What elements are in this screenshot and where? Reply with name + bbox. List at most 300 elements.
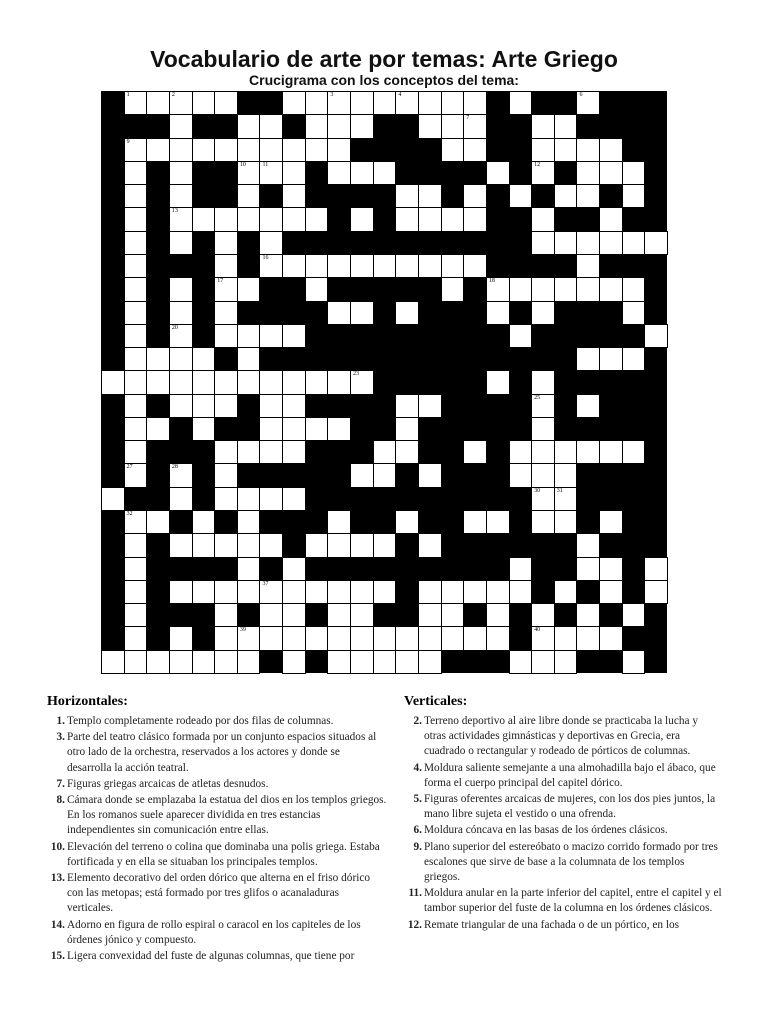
grid-cell[interactable] [237,487,261,511]
grid-cell[interactable] [554,277,578,301]
grid-cell[interactable] [373,580,397,604]
grid-cell[interactable] [237,207,261,231]
grid-cell[interactable] [282,603,306,627]
grid-cell[interactable] [644,324,668,348]
grid-cell[interactable] [327,417,351,441]
grid-cell[interactable] [554,650,578,674]
grid-cell[interactable] [259,487,283,511]
grid-cell[interactable] [576,347,600,371]
grid-cell[interactable] [463,91,487,115]
grid-cell[interactable] [282,161,306,185]
grid-cell[interactable] [531,231,555,255]
grid-cell[interactable] [237,440,261,464]
grid-cell[interactable] [237,184,261,208]
grid-cell[interactable] [509,277,533,301]
grid-cell[interactable] [169,161,193,185]
grid-cell[interactable] [554,184,578,208]
grid-cell[interactable] [214,138,238,162]
grid-cell[interactable] [622,231,646,255]
grid-cell[interactable] [418,91,442,115]
grid-cell[interactable] [531,650,555,674]
grid-cell[interactable] [305,580,329,604]
grid-cell[interactable] [395,626,419,650]
grid-cell[interactable] [169,324,193,348]
grid-cell[interactable] [463,510,487,534]
grid-cell[interactable] [237,626,261,650]
grid-cell[interactable] [350,626,374,650]
grid-cell[interactable] [259,138,283,162]
grid-cell[interactable] [214,231,238,255]
grid-cell[interactable] [305,277,329,301]
grid-cell[interactable] [418,603,442,627]
grid-cell[interactable] [214,603,238,627]
grid-cell[interactable] [259,417,283,441]
grid-cell[interactable] [418,184,442,208]
grid-cell[interactable] [486,603,510,627]
grid-cell[interactable] [463,254,487,278]
grid-cell[interactable] [463,626,487,650]
grid-cell[interactable] [418,650,442,674]
grid-cell[interactable] [214,370,238,394]
grid-cell[interactable] [192,417,216,441]
grid-cell[interactable] [124,650,148,674]
grid-cell[interactable] [282,394,306,418]
grid-cell[interactable] [622,184,646,208]
grid-cell[interactable] [146,510,170,534]
grid-cell[interactable] [509,91,533,115]
grid-cell[interactable] [350,463,374,487]
grid-cell[interactable] [124,440,148,464]
grid-cell[interactable] [576,557,600,581]
grid-cell[interactable] [622,277,646,301]
grid-cell[interactable] [146,91,170,115]
grid-cell[interactable] [486,510,510,534]
grid-cell[interactable] [531,510,555,534]
grid-cell[interactable] [124,557,148,581]
grid-cell[interactable] [395,301,419,325]
grid-cell[interactable] [531,463,555,487]
grid-cell[interactable] [305,91,329,115]
grid-cell[interactable] [282,650,306,674]
grid-cell[interactable] [124,533,148,557]
grid-cell[interactable] [124,254,148,278]
grid-cell[interactable] [395,650,419,674]
grid-cell[interactable] [282,138,306,162]
grid-cell[interactable] [576,161,600,185]
grid-cell[interactable] [395,440,419,464]
grid-cell[interactable] [282,487,306,511]
grid-cell[interactable] [146,650,170,674]
grid-cell[interactable] [350,91,374,115]
grid-cell[interactable] [463,184,487,208]
grid-cell[interactable] [237,114,261,138]
grid-cell[interactable] [509,650,533,674]
grid-cell[interactable] [327,138,351,162]
grid-cell[interactable] [327,580,351,604]
grid-cell[interactable] [599,510,623,534]
grid-cell[interactable] [599,580,623,604]
grid-cell[interactable] [441,138,465,162]
grid-cell[interactable] [237,277,261,301]
grid-cell[interactable] [305,417,329,441]
grid-cell[interactable] [214,277,238,301]
grid-cell[interactable] [237,324,261,348]
grid-cell[interactable] [124,463,148,487]
grid-cell[interactable] [169,91,193,115]
grid-cell[interactable] [509,324,533,348]
grid-cell[interactable] [124,138,148,162]
grid-cell[interactable] [214,487,238,511]
grid-cell[interactable] [169,533,193,557]
grid-cell[interactable] [169,650,193,674]
grid-cell[interactable] [531,626,555,650]
grid-cell[interactable] [259,231,283,255]
grid-cell[interactable] [441,114,465,138]
grid-cell[interactable] [305,626,329,650]
grid-cell[interactable] [124,580,148,604]
grid-cell[interactable] [192,394,216,418]
grid-cell[interactable] [554,114,578,138]
grid-cell[interactable] [441,626,465,650]
grid-cell[interactable] [576,533,600,557]
grid-cell[interactable] [259,440,283,464]
grid-cell[interactable] [395,207,419,231]
grid-cell[interactable] [509,463,533,487]
grid-cell[interactable] [350,207,374,231]
grid-cell[interactable] [554,487,578,511]
grid-cell[interactable] [169,487,193,511]
grid-cell[interactable] [214,533,238,557]
grid-cell[interactable] [259,603,283,627]
grid-cell[interactable] [350,533,374,557]
grid-cell[interactable] [192,207,216,231]
grid-cell[interactable] [169,138,193,162]
grid-cell[interactable] [441,277,465,301]
grid-cell[interactable] [169,394,193,418]
grid-cell[interactable] [124,394,148,418]
grid-cell[interactable] [395,510,419,534]
grid-cell[interactable] [124,231,148,255]
grid-cell[interactable] [486,580,510,604]
grid-cell[interactable] [101,650,125,674]
grid-cell[interactable] [622,650,646,674]
grid-cell[interactable] [237,138,261,162]
grid-cell[interactable] [146,347,170,371]
grid-cell[interactable] [169,626,193,650]
grid-cell[interactable] [644,231,668,255]
grid-cell[interactable] [373,650,397,674]
grid-cell[interactable] [531,603,555,627]
grid-cell[interactable] [214,91,238,115]
grid-cell[interactable] [327,301,351,325]
grid-cell[interactable] [622,347,646,371]
grid-cell[interactable] [644,580,668,604]
grid-cell[interactable] [259,254,283,278]
grid-cell[interactable] [214,301,238,325]
grid-cell[interactable] [350,301,374,325]
grid-cell[interactable] [305,114,329,138]
grid-cell[interactable] [305,207,329,231]
grid-cell[interactable] [327,510,351,534]
grid-cell[interactable] [259,394,283,418]
grid-cell[interactable] [169,207,193,231]
grid-cell[interactable] [259,370,283,394]
grid-cell[interactable] [622,440,646,464]
grid-cell[interactable] [214,324,238,348]
grid-cell[interactable] [124,161,148,185]
grid-cell[interactable] [554,463,578,487]
grid-cell[interactable] [169,347,193,371]
grid-cell[interactable] [531,207,555,231]
grid-cell[interactable] [259,207,283,231]
grid-cell[interactable] [486,626,510,650]
grid-cell[interactable] [124,91,148,115]
grid-cell[interactable] [350,580,374,604]
grid-cell[interactable] [124,417,148,441]
grid-cell[interactable] [169,463,193,487]
grid-cell[interactable] [418,626,442,650]
grid-cell[interactable] [327,254,351,278]
grid-cell[interactable] [101,370,125,394]
grid-cell[interactable] [599,161,623,185]
grid-cell[interactable] [192,370,216,394]
grid-cell[interactable] [305,533,329,557]
grid-cell[interactable] [259,324,283,348]
grid-cell[interactable] [395,394,419,418]
grid-cell[interactable] [237,370,261,394]
grid-cell[interactable] [599,138,623,162]
grid-cell[interactable] [237,580,261,604]
grid-cell[interactable] [554,138,578,162]
grid-cell[interactable] [192,347,216,371]
grid-cell[interactable] [599,440,623,464]
grid-cell[interactable] [418,207,442,231]
grid-cell[interactable] [214,394,238,418]
grid-cell[interactable] [146,138,170,162]
grid-cell[interactable] [237,510,261,534]
grid-cell[interactable] [327,533,351,557]
grid-cell[interactable] [531,370,555,394]
grid-cell[interactable] [124,184,148,208]
grid-cell[interactable] [418,580,442,604]
grid-cell[interactable] [282,254,306,278]
grid-cell[interactable] [282,580,306,604]
grid-cell[interactable] [373,161,397,185]
grid-cell[interactable] [373,533,397,557]
grid-cell[interactable] [124,301,148,325]
grid-cell[interactable] [237,557,261,581]
grid-cell[interactable] [463,138,487,162]
grid-cell[interactable] [599,231,623,255]
grid-cell[interactable] [124,510,148,534]
grid-cell[interactable] [395,91,419,115]
grid-cell[interactable] [350,370,374,394]
grid-cell[interactable] [192,580,216,604]
grid-cell[interactable] [214,440,238,464]
grid-cell[interactable] [237,650,261,674]
grid-cell[interactable] [237,347,261,371]
grid-cell[interactable] [576,394,600,418]
grid-cell[interactable] [282,417,306,441]
grid-cell[interactable] [373,440,397,464]
grid-cell[interactable] [259,114,283,138]
grid-cell[interactable] [554,440,578,464]
grid-cell[interactable] [622,603,646,627]
grid-cell[interactable] [327,626,351,650]
grid-cell[interactable] [576,184,600,208]
grid-cell[interactable] [327,91,351,115]
grid-cell[interactable] [192,138,216,162]
grid-cell[interactable] [463,207,487,231]
grid-cell[interactable] [554,626,578,650]
grid-cell[interactable] [441,580,465,604]
grid-cell[interactable] [531,487,555,511]
grid-cell[interactable] [531,114,555,138]
grid-cell[interactable] [169,580,193,604]
grid-cell[interactable] [237,161,261,185]
grid-cell[interactable] [599,626,623,650]
grid-cell[interactable] [531,417,555,441]
grid-cell[interactable] [531,440,555,464]
grid-cell[interactable] [418,533,442,557]
grid-cell[interactable] [509,440,533,464]
grid-cell[interactable] [124,370,148,394]
grid-cell[interactable] [282,626,306,650]
grid-cell[interactable] [373,626,397,650]
grid-cell[interactable] [282,370,306,394]
grid-cell[interactable] [576,603,600,627]
grid-cell[interactable] [599,347,623,371]
grid-cell[interactable] [418,394,442,418]
grid-cell[interactable] [418,463,442,487]
grid-cell[interactable] [350,161,374,185]
grid-cell[interactable] [576,277,600,301]
grid-cell[interactable] [373,463,397,487]
grid-cell[interactable] [169,277,193,301]
grid-cell[interactable] [192,650,216,674]
grid-cell[interactable] [531,138,555,162]
grid-cell[interactable] [214,463,238,487]
grid-cell[interactable] [169,301,193,325]
grid-cell[interactable] [327,161,351,185]
grid-cell[interactable] [214,207,238,231]
grid-cell[interactable] [282,324,306,348]
grid-cell[interactable] [576,138,600,162]
grid-cell[interactable] [327,370,351,394]
grid-cell[interactable] [169,370,193,394]
grid-cell[interactable] [327,603,351,627]
grid-cell[interactable] [622,161,646,185]
grid-cell[interactable] [305,254,329,278]
grid-cell[interactable] [486,301,510,325]
grid-cell[interactable] [259,626,283,650]
grid-cell[interactable] [327,650,351,674]
grid-cell[interactable] [169,231,193,255]
grid-cell[interactable] [531,394,555,418]
grid-cell[interactable] [214,626,238,650]
grid-cell[interactable] [576,231,600,255]
grid-cell[interactable] [486,277,510,301]
grid-cell[interactable] [282,184,306,208]
grid-cell[interactable] [395,184,419,208]
grid-cell[interactable] [463,440,487,464]
grid-cell[interactable] [441,254,465,278]
grid-cell[interactable] [373,91,397,115]
grid-cell[interactable] [576,440,600,464]
grid-cell[interactable] [441,91,465,115]
grid-cell[interactable] [486,370,510,394]
grid-cell[interactable] [192,91,216,115]
grid-cell[interactable] [350,114,374,138]
grid-cell[interactable] [282,91,306,115]
grid-cell[interactable] [259,161,283,185]
grid-cell[interactable] [214,650,238,674]
grid-cell[interactable] [305,370,329,394]
grid-cell[interactable] [599,557,623,581]
grid-cell[interactable] [259,580,283,604]
grid-cell[interactable] [418,114,442,138]
grid-cell[interactable] [305,138,329,162]
grid-cell[interactable] [282,557,306,581]
grid-cell[interactable] [146,417,170,441]
grid-cell[interactable] [531,277,555,301]
grid-cell[interactable] [441,603,465,627]
grid-cell[interactable] [214,580,238,604]
grid-cell[interactable] [350,603,374,627]
grid-cell[interactable] [599,207,623,231]
grid-cell[interactable] [169,114,193,138]
grid-cell[interactable] [124,324,148,348]
grid-cell[interactable] [395,254,419,278]
grid-cell[interactable] [282,440,306,464]
grid-cell[interactable] [146,370,170,394]
grid-cell[interactable] [554,580,578,604]
grid-cell[interactable] [554,231,578,255]
grid-cell[interactable] [531,161,555,185]
grid-cell[interactable] [486,161,510,185]
grid-cell[interactable] [124,603,148,627]
grid-cell[interactable] [282,207,306,231]
grid-cell[interactable] [259,533,283,557]
grid-cell[interactable] [576,91,600,115]
grid-cell[interactable] [554,510,578,534]
grid-cell[interactable] [418,254,442,278]
grid-cell[interactable] [576,626,600,650]
grid-cell[interactable] [622,301,646,325]
grid-cell[interactable] [395,417,419,441]
grid-cell[interactable] [599,277,623,301]
grid-cell[interactable] [192,510,216,534]
grid-cell[interactable] [576,254,600,278]
grid-cell[interactable] [237,533,261,557]
grid-cell[interactable] [327,114,351,138]
grid-cell[interactable] [509,580,533,604]
grid-cell[interactable] [441,207,465,231]
grid-cell[interactable] [124,347,148,371]
grid-cell[interactable] [192,533,216,557]
grid-cell[interactable] [350,254,374,278]
grid-cell[interactable] [463,580,487,604]
grid-cell[interactable] [124,277,148,301]
grid-cell[interactable] [373,254,397,278]
grid-cell[interactable] [169,184,193,208]
grid-cell[interactable] [214,254,238,278]
grid-cell[interactable] [101,487,125,511]
grid-cell[interactable] [509,557,533,581]
grid-cell[interactable] [463,114,487,138]
grid-cell[interactable] [124,626,148,650]
grid-cell[interactable] [531,301,555,325]
